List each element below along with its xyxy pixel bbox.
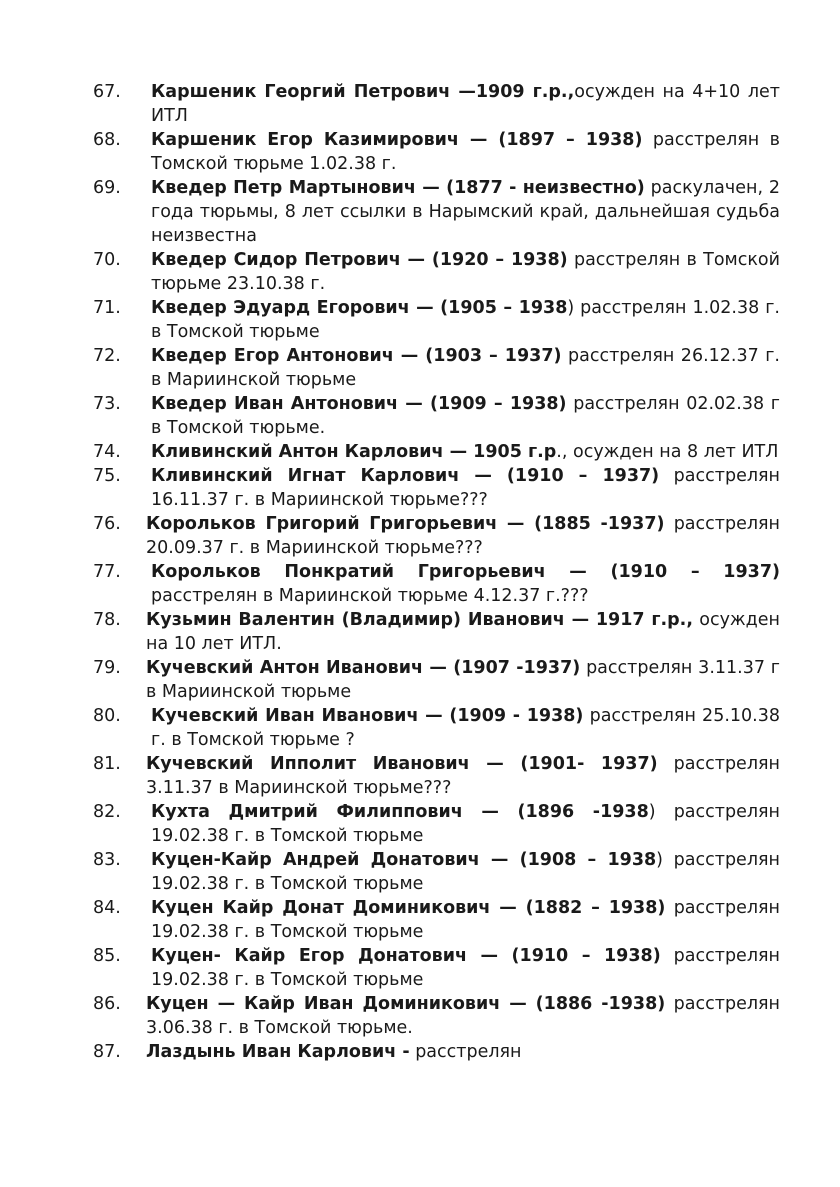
entry-text: [151, 392, 780, 440]
entry-text: [151, 296, 780, 344]
list-item: [0, 176, 840, 248]
entry-text: [146, 752, 780, 800]
entry-text: [151, 128, 780, 176]
list-item: [0, 512, 840, 560]
entry-number: 77.: [93, 562, 121, 582]
person-name: Корольков Понкратий Григорьевич — (1910 – 1937): [151, 562, 780, 582]
person-name: Корольков Григорий Григорьевич — (1885 -1937): [146, 514, 665, 534]
entry-text: [151, 896, 780, 944]
entry-text: [151, 848, 780, 896]
fate-description: расстрелян 19.02.38 г. в Томской тюрьме: [151, 898, 780, 942]
list-item: [0, 1040, 840, 1064]
fate-description: ) расстрелян 1.02.38 г. в Томской тюрьме: [151, 298, 780, 342]
list-item: [0, 704, 840, 752]
person-name: Кведер Егор Антонович — (1903 – 1937): [151, 346, 562, 366]
fate-description: расстрелян 25.10.38 г. в Томской тюрьме ?: [151, 706, 780, 750]
person-name: Лаздынь Иван Карлович -: [146, 1042, 410, 1062]
entry-number: 87.: [93, 1042, 121, 1062]
entry-text: [151, 800, 780, 848]
entry-number: 78.: [93, 610, 121, 630]
entry-text: [146, 608, 780, 656]
fate-description: ) расстрелян 19.02.38 г. в Томской тюрьме: [151, 850, 780, 894]
person-name: Каршеник Георгий Петрович —1909 г.р.,: [151, 82, 575, 102]
person-name: Куцен-Кайр Андрей Донатович — (1908 – 1938: [151, 850, 657, 870]
person-name: Куцен- Кайр Егор Донатович — (1910 – 1938): [151, 946, 661, 966]
list-item: [0, 560, 840, 608]
person-name: Кухта Дмитрий Филиппович — (1896 -1938: [151, 802, 649, 822]
fate-description: расстрелян 02.02.38 г в Томской тюрьме.: [151, 394, 780, 438]
fate-description: расстрелян в Томской тюрьме 23.10.38 г.: [151, 250, 781, 294]
entry-text: [146, 992, 780, 1040]
fate-description: ., осужден на 8 лет ИТЛ: [556, 442, 779, 462]
entry-text: [151, 944, 780, 992]
entry-number: 69.: [93, 178, 121, 198]
list-item: [0, 656, 840, 704]
list-item: [0, 80, 840, 128]
list-item: [0, 392, 840, 440]
person-name: Кучевский Ипполит Иванович — (1901- 1937): [146, 754, 658, 774]
entry-text: [151, 176, 780, 248]
fate-description: расстрелян в Томской тюрьме 1.02.38 г.: [151, 130, 780, 174]
fate-description: расстрелян 3.06.38 г. в Томской тюрьме.: [146, 994, 780, 1038]
document-page: [0, 80, 840, 1064]
entry-text: [146, 1040, 780, 1064]
list-item: [0, 128, 840, 176]
entry-number: 67.: [93, 82, 121, 102]
entry-number: 86.: [93, 994, 121, 1014]
person-name: Кузьмин Валентин (Владимир) Иванович — 1917 г.р.,: [146, 610, 693, 630]
entry-number: 71.: [93, 298, 121, 318]
entry-text: [151, 440, 780, 464]
person-name: Кведер Петр Мартынович — (1877 - неизвестно): [151, 178, 645, 198]
person-name: Кведер Иван Антонович — (1909 – 1938): [151, 394, 567, 414]
person-name: Кведер Эдуард Егорович — (1905 – 1938: [151, 298, 568, 318]
list-item: [0, 440, 840, 464]
entry-number: 68.: [93, 130, 121, 150]
fate-description: расстрелян: [409, 1042, 522, 1062]
list-item: [0, 248, 840, 296]
fate-description: расстрелян 16.11.37 г. в Мариинской тюрьме???: [151, 466, 780, 510]
entry-number: 84.: [93, 898, 121, 918]
fate-description: расстрелян 26.12.37 г. в Мариинской тюрьме: [151, 346, 780, 390]
fate-description: расстрелян 3.11.37 г в Мариинской тюрьме: [146, 658, 780, 702]
person-name: Куцен — Кайр Иван Доминикович — (1886 -1938): [146, 994, 666, 1014]
list-item: [0, 608, 840, 656]
fate-description: расстрелян 19.02.38 г. в Томской тюрьме: [151, 946, 780, 990]
entry-text: [151, 560, 780, 608]
entry-number: 70.: [93, 250, 121, 270]
entry-text: [151, 344, 780, 392]
entry-number: 74.: [93, 442, 121, 462]
person-name: Кведер Сидор Петрович — (1920 – 1938): [151, 250, 568, 270]
person-name: Куцен Кайр Донат Доминикович — (1882 – 1938): [151, 898, 666, 918]
list-item: [0, 848, 840, 896]
person-name: Кучевский Антон Иванович — (1907 -1937): [146, 658, 581, 678]
entry-text: [151, 80, 780, 128]
list-item: [0, 800, 840, 848]
person-name: Кучевский Иван Иванович — (1909 - 1938): [151, 706, 584, 726]
entry-text: [151, 248, 780, 296]
list-item: [0, 344, 840, 392]
entry-number: 75.: [93, 466, 121, 486]
fate-description: расстрелян 3.11.37 в Мариинской тюрьме???: [146, 754, 780, 798]
list-item: [0, 896, 840, 944]
fate-description: расстрелян 20.09.37 г. в Мариинской тюрьме???: [146, 514, 780, 558]
entry-text: [146, 512, 780, 560]
entry-text: [146, 656, 780, 704]
entry-number: 83.: [93, 850, 121, 870]
entry-text: [151, 464, 780, 512]
list-item: [0, 752, 840, 800]
fate-description: расстрелян в Мариинской тюрьме 4.12.37 г.???: [151, 586, 589, 606]
entry-number: 82.: [93, 802, 121, 822]
fate-description: осужден на 10 лет ИТЛ.: [146, 610, 780, 654]
entry-number: 85.: [93, 946, 121, 966]
person-name: Каршеник Егор Казимирович — (1897 – 1938): [151, 130, 643, 150]
list-item: [0, 296, 840, 344]
fate-description: ) расстрелян 19.02.38 г. в Томской тюрьме: [151, 802, 780, 846]
person-name: Кливинский Антон Карлович — 1905 г.р: [151, 442, 557, 462]
entry-number: 80.: [93, 706, 121, 726]
person-name: Кливинский Игнат Карлович — (1910 – 1937): [151, 466, 660, 486]
entry-number: 81.: [93, 754, 121, 774]
entry-number: 72.: [93, 346, 121, 366]
list-item: [0, 464, 840, 512]
entry-number: 79.: [93, 658, 121, 678]
fate-description: раскулачен, 2 года тюрьмы, 8 лет ссылки в Нарымский край, дальнейшая судьба неизвестна: [151, 178, 780, 246]
list-item: [0, 992, 840, 1040]
entry-number: 76.: [93, 514, 121, 534]
fate-description: осужден на 4+10 лет ИТЛ: [151, 82, 780, 126]
entry-number: 73.: [93, 394, 121, 414]
list-item: [0, 944, 840, 992]
entry-text: [151, 704, 780, 752]
